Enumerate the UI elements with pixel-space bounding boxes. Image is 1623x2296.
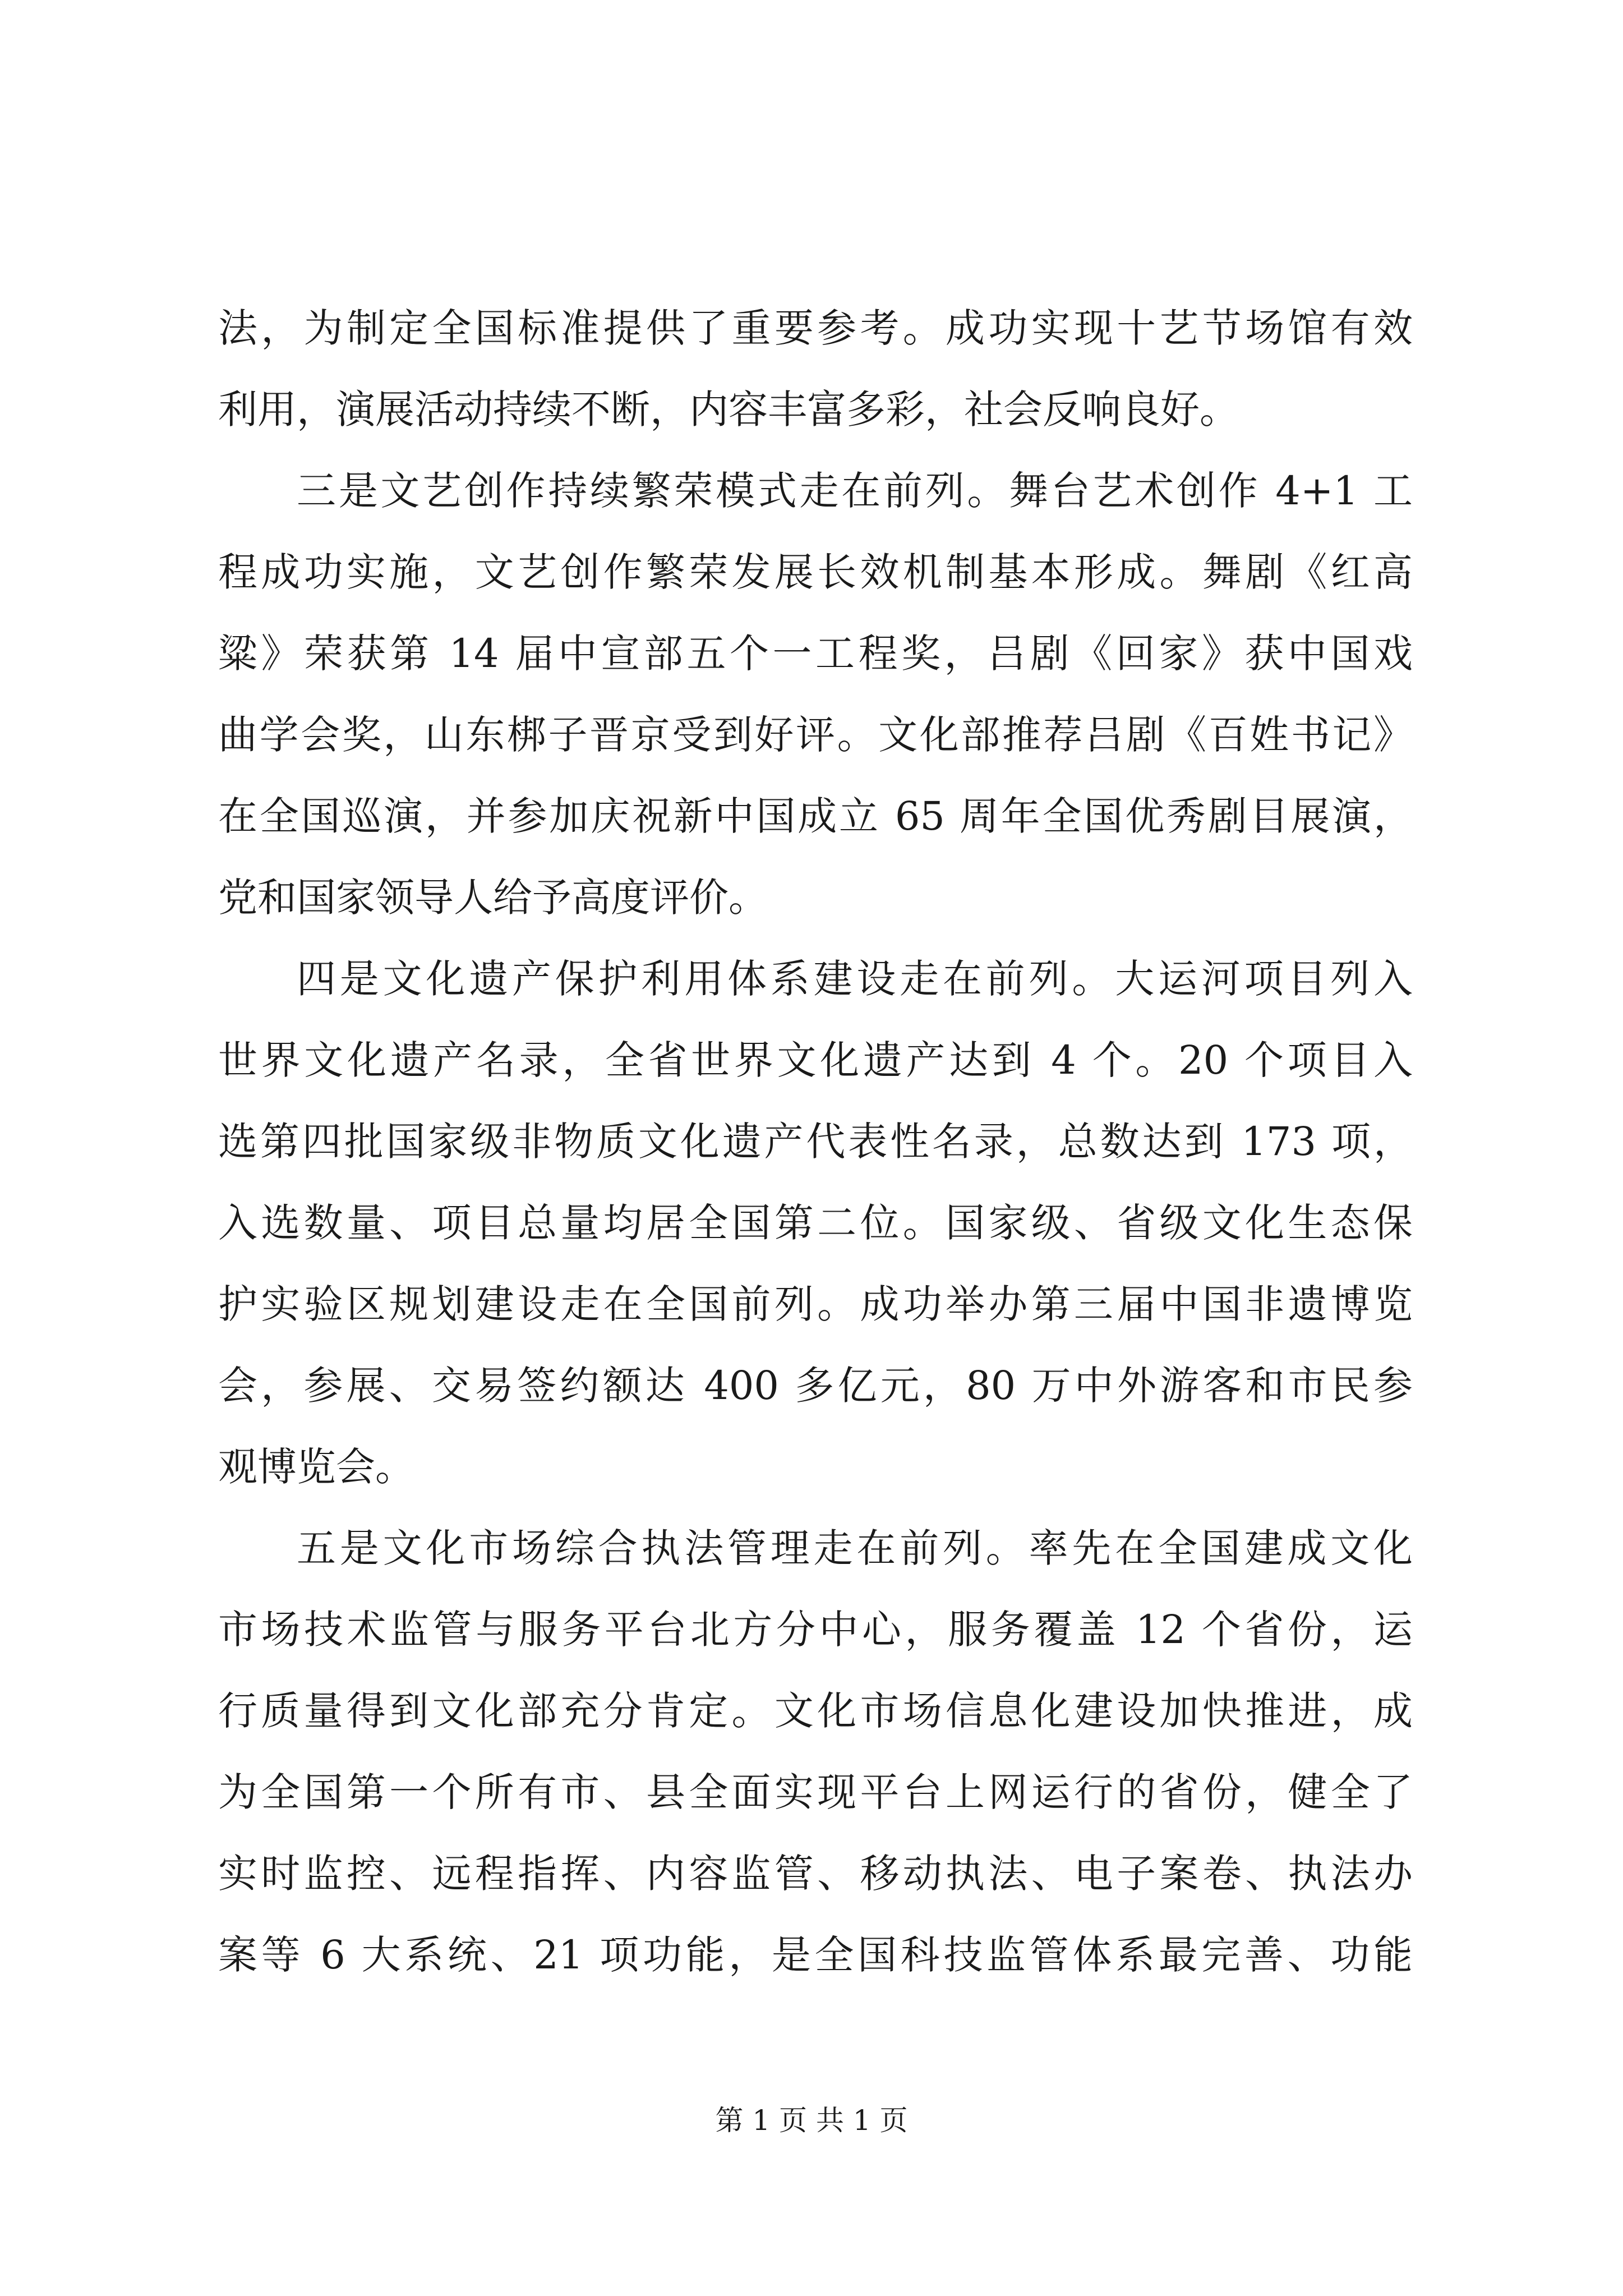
text-line: 党和国家领导人给予高度评价。 [218, 875, 768, 921]
text-line: 市场技术监管与服务平台北方分中心，服务覆盖 12 个省份，运 [218, 1607, 1413, 1653]
text-line: 案等 6 大系统、21 项功能，是全国科技监管体系最完善、功能 [218, 1932, 1413, 1978]
text-line: 选第四批国家级非物质文化遗产代表性名录，总数达到 173 项， [218, 1119, 1413, 1165]
paragraph-start-line: 三是文艺创作持续繁荣模式走在前列。舞台艺术创作 4+1 工 [297, 468, 1413, 514]
paragraph-start-line: 五是文化市场综合执法管理走在前列。率先在全国建成文化 [297, 1525, 1413, 1571]
text-line: 观博览会。 [218, 1444, 414, 1490]
text-line: 利用，演展活动持续不断，内容丰富多彩，社会反响良好。 [218, 386, 1239, 432]
text-line: 会，参展、交易签约额达 400 多亿元，80 万中外游客和市民参 [218, 1363, 1413, 1409]
text-line: 程成功实施，文艺创作繁荣发展长效机制基本形成。舞剧《红高 [218, 549, 1413, 595]
text-line: 在全国巡演，并参加庆祝新中国成立 65 周年全国优秀剧目展演， [218, 793, 1413, 839]
text-line: 入选数量、项目总量均居全国第二位。国家级、省级文化生态保 [218, 1200, 1413, 1246]
text-line: 为全国第一个所有市、县全面实现平台上网运行的省份，健全了 [218, 1769, 1413, 1815]
text-line: 护实验区规划建设走在全国前列。成功举办第三届中国非遗博览 [218, 1281, 1413, 1327]
text-line: 实时监控、远程指挥、内容监管、移动执法、电子案卷、执法办 [218, 1851, 1413, 1897]
text-line: 法，为制定全国标准提供了重要参考。成功实现十艺节场馆有效 [218, 305, 1413, 351]
text-line: 曲学会奖，山东梆子晋京受到好评。文化部推荐吕剧《百姓书记》 [218, 712, 1413, 758]
paragraph-start-line: 四是文化遗产保护利用体系建设走在前列。大运河项目列入 [297, 956, 1413, 1002]
text-line: 行质量得到文化部充分肯定。文化市场信息化建设加快推进，成 [218, 1688, 1413, 1734]
text-line: 粱》荣获第 14 届中宣部五个一工程奖，吕剧《回家》获中国戏 [218, 631, 1413, 677]
text-line: 世界文化遗产名录，全省世界文化遗产达到 4 个。20 个项目入 [218, 1037, 1413, 1083]
page-number-footer: 第 1 页 共 1 页 [715, 2104, 908, 2137]
